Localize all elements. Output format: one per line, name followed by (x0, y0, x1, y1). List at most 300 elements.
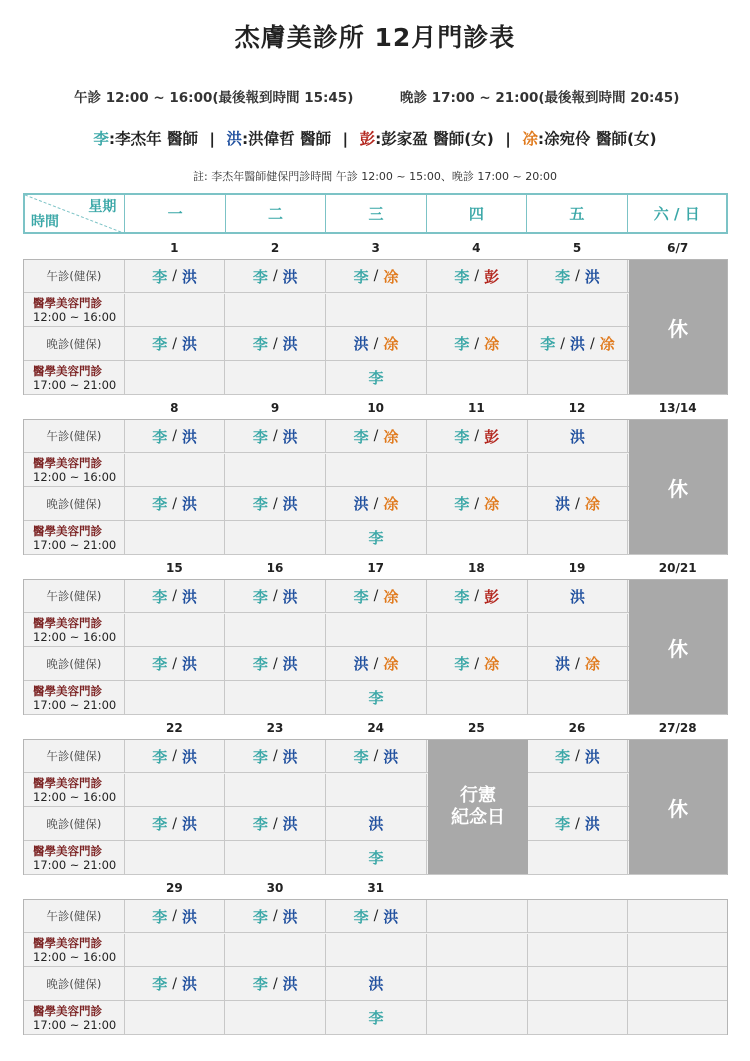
schedule-cell-weekend (628, 900, 727, 933)
beauty-clinic-label: 醫學美容門診 (33, 616, 102, 630)
weekend-closed: 休 (629, 260, 727, 394)
date-label: 9 (270, 401, 280, 415)
row-label: 晚診(健保) (24, 327, 125, 361)
slash-separator: / (575, 495, 580, 512)
row-label (24, 1001, 125, 1035)
date-label: 27/28 (658, 721, 697, 735)
legend-text-tu: :凃宛伶 醫師(女) (537, 130, 657, 148)
beauty-clinic-label: 醫學美容門診 (33, 843, 102, 858)
doctor-code: 李 (152, 747, 168, 766)
doctor-code: 洪 (555, 655, 571, 673)
slash-separator: / (575, 268, 580, 284)
schedule-cell (528, 614, 629, 647)
schedule-cell (528, 260, 629, 293)
slash-separator: / (272, 335, 278, 352)
schedule-cell (528, 774, 629, 807)
holiday-label-line: 紀念日 (451, 807, 505, 828)
schedule-cell (528, 647, 629, 681)
header-weekday-label: 星期 (88, 199, 117, 215)
weekend-closed: 休 (629, 580, 727, 714)
slash-separator: / (373, 428, 379, 444)
date-label (426, 881, 527, 897)
doctor-code: 李 (252, 495, 268, 513)
slash-separator: / (560, 335, 565, 352)
slash-separator: / (474, 268, 480, 284)
beauty-clinic-hours: 17:00 ~ 21:00 (33, 697, 117, 712)
row-label (24, 841, 125, 875)
slash-separator: / (575, 655, 580, 672)
doctor-code: 洪 (282, 747, 298, 766)
doctor-code: 李 (454, 335, 470, 353)
doctor-code: 李 (353, 427, 369, 446)
slash-separator: / (272, 908, 278, 924)
doctor-code: 洪 (282, 975, 298, 993)
doctor-code: 洪 (282, 427, 298, 446)
evening-row (24, 647, 727, 681)
schedule-cell (326, 294, 427, 327)
beauty-clinic-hours: 17:00 ~ 21:00 (33, 377, 117, 392)
schedule-cell (528, 841, 629, 875)
slash-separator: / (172, 655, 177, 672)
doctor-code: 李 (454, 427, 470, 446)
slash-separator: / (272, 975, 278, 992)
doctor-code: 洪 (383, 747, 399, 766)
holiday-label (451, 785, 505, 829)
schedule-cell (528, 681, 629, 715)
row-label (24, 294, 125, 327)
doctor-code: 凃 (599, 335, 615, 353)
doctor-code: 李 (152, 975, 168, 993)
schedule-cell (225, 1001, 326, 1035)
schedule-cell (326, 361, 427, 395)
doctor-code: 李 (152, 587, 168, 606)
doctor-code: 李 (152, 655, 168, 673)
header-day-weekend: 六 / 日 (653, 205, 700, 223)
date-label: 25 (468, 721, 485, 735)
doctor-code: 洪 (181, 655, 197, 673)
schedule-cell (125, 807, 226, 841)
doctor-code: 洪 (282, 335, 298, 353)
doctor-code: 李 (152, 267, 168, 286)
week-dates (124, 241, 728, 257)
schedule-cell (326, 900, 427, 933)
schedule-cell (225, 294, 326, 327)
beauty-clinic-hours: 12:00 ~ 16:00 (33, 790, 117, 804)
doctor-code: 李 (152, 495, 168, 513)
beauty-clinic-label: 醫學美容門診 (33, 776, 102, 790)
row-label (24, 454, 125, 487)
doctor-code: 凃 (484, 495, 500, 513)
doctor-code: 李 (368, 369, 384, 387)
schedule-cell (326, 614, 427, 647)
slash-separator: / (474, 428, 480, 444)
schedule-cell (125, 521, 226, 555)
doctor-code: 凃 (383, 267, 399, 286)
doctor-code: 洪 (181, 975, 197, 993)
slash-separator: / (373, 908, 379, 924)
schedule-cell (125, 294, 226, 327)
schedule-cell (326, 454, 427, 487)
doctor-code: 李 (353, 267, 369, 286)
schedule-cell (528, 521, 629, 555)
beauty-clinic-label: 醫學美容門診 (33, 1003, 102, 1018)
schedule-cell (125, 420, 226, 453)
legend-key-li: 李 (93, 130, 109, 148)
afternoon-hours: 午診 12:00 ~ 16:00(最後報到時間 15:45) (74, 90, 354, 106)
evening-row (24, 487, 727, 521)
schedule-cell (125, 774, 226, 807)
schedule-cell (427, 900, 528, 933)
doctor-code: 彭 (484, 427, 500, 446)
doctor-code: 李 (152, 815, 168, 833)
doctor-code: 彭 (484, 267, 500, 286)
schedule-cell (125, 900, 226, 933)
slash-separator: / (272, 428, 278, 444)
doctor-code: 洪 (569, 335, 585, 353)
schedule-cell (528, 1001, 629, 1035)
date-label: 10 (367, 401, 385, 415)
doctor-code: 李 (252, 655, 268, 673)
doctor-code: 李 (368, 529, 384, 547)
beauty-clinic-hours: 12:00 ~ 16:00 (33, 630, 117, 644)
row-label: 午診(健保) (24, 900, 125, 933)
beauty-clinic-label: 醫學美容門診 (33, 523, 102, 538)
afternoon-row (24, 260, 727, 293)
doctor-code: 李 (252, 427, 268, 446)
holiday-label-line: 行憲 (460, 785, 496, 806)
page-title: 杰膚美診所 12月門診表 (234, 23, 516, 52)
slash-separator: / (373, 495, 379, 512)
schedule-cell (427, 487, 528, 521)
schedule-cell (528, 454, 629, 487)
slash-separator: / (575, 815, 580, 832)
row-label (24, 614, 125, 647)
date-label: 23 (266, 721, 284, 735)
doctor-code: 洪 (282, 655, 298, 673)
legend-separator: | (505, 130, 511, 148)
doctor-code: 洪 (353, 655, 369, 673)
schedule-cell (528, 967, 629, 1001)
schedule-cell (125, 681, 226, 715)
schedule-cell (427, 647, 528, 681)
slash-separator: / (172, 748, 177, 764)
week-grid (23, 579, 728, 715)
slash-separator: / (272, 748, 278, 764)
date-label: 8 (170, 401, 179, 415)
doctor-code: 李 (555, 747, 571, 766)
header-corner (25, 195, 125, 232)
row-label (24, 774, 125, 807)
beauty-afternoon-row (24, 774, 727, 807)
schedule-cell (125, 260, 226, 293)
doctor-code: 李 (368, 689, 384, 707)
doctor-code: 洪 (282, 495, 298, 513)
schedule-cell (225, 841, 326, 875)
week-grid (23, 419, 728, 555)
schedule-cell (225, 454, 326, 487)
schedule-cell (225, 740, 326, 773)
slash-separator: / (272, 268, 278, 284)
schedule-cell (225, 361, 326, 395)
schedule-cell (528, 487, 629, 521)
schedule-cell (225, 580, 326, 613)
schedule-cell (528, 934, 629, 967)
evening-row (24, 327, 727, 361)
slash-separator: / (272, 815, 278, 832)
schedule-cell (528, 294, 629, 327)
schedule-cell (326, 487, 427, 521)
schedule-cell (427, 934, 528, 967)
slash-separator: / (172, 908, 177, 924)
slash-separator: / (589, 335, 595, 352)
doctor-code: 李 (252, 907, 268, 926)
doctor-code: 李 (454, 655, 470, 673)
doctor-code: 洪 (282, 267, 298, 286)
schedule-cell (326, 327, 427, 361)
slash-separator: / (272, 495, 278, 512)
doctor-code: 李 (368, 849, 384, 867)
schedule-cell (125, 967, 226, 1001)
doctor-hours-note: 註: 李杰年醫師健保門診時間 午診 12:00 ~ 15:00、晚診 17:00 ~ 20:00 (193, 170, 557, 183)
date-label: 15 (165, 561, 183, 575)
schedule-cell (427, 521, 528, 555)
beauty-afternoon-row (24, 454, 727, 487)
date-label: 24 (367, 721, 385, 735)
row-label: 午診(健保) (24, 260, 125, 293)
schedule-cell (225, 487, 326, 521)
date-label: 4 (472, 241, 481, 255)
beauty-clinic-label: 醫學美容門診 (33, 456, 102, 470)
schedule-cell (528, 807, 629, 841)
doctor-code: 洪 (584, 747, 600, 766)
row-label: 晚診(健保) (24, 807, 125, 841)
doctor-code: 洪 (353, 335, 369, 353)
date-label: 31 (367, 881, 385, 895)
slash-separator: / (373, 268, 379, 284)
doctor-code: 李 (252, 975, 268, 993)
doctor-code: 李 (353, 907, 369, 926)
date-label: 22 (165, 721, 183, 735)
row-label: 晚診(健保) (24, 487, 125, 521)
slash-separator: / (373, 748, 379, 764)
doctor-code: 洪 (181, 747, 197, 766)
schedule-cell (125, 1001, 226, 1035)
schedule-cell (225, 967, 326, 1001)
date-label: 5 (572, 241, 582, 255)
row-label: 晚診(健保) (24, 647, 125, 681)
slash-separator: / (172, 428, 177, 444)
doctor-code: 凃 (383, 495, 399, 513)
beauty-clinic-hours: 12:00 ~ 16:00 (33, 950, 117, 964)
schedule-cell (427, 967, 528, 1001)
schedule-cell (528, 900, 629, 933)
schedule-cell (326, 260, 427, 293)
schedule-cell (427, 681, 528, 715)
schedule-cell (427, 580, 528, 613)
schedule-cell (528, 580, 629, 613)
weekend-closed: 休 (629, 740, 727, 874)
evening-hours: 晚診 17:00 ~ 21:00(最後報到時間 20:45) (400, 90, 680, 106)
schedule-cell (326, 521, 427, 555)
week-dates (124, 881, 728, 897)
slash-separator: / (272, 588, 278, 604)
schedule-cell (326, 807, 427, 841)
date-label: 20/21 (658, 561, 697, 575)
doctor-code: 凃 (584, 495, 600, 513)
header-time-label: 時間 (31, 214, 59, 230)
doctor-code: 李 (454, 495, 470, 513)
schedule-cell (427, 420, 528, 453)
slash-separator: / (474, 335, 480, 352)
schedule-cell (125, 454, 226, 487)
doctor-code: 洪 (584, 815, 600, 833)
schedule-cell (225, 900, 326, 933)
doctor-code: 李 (555, 267, 571, 286)
schedule-cell (427, 327, 528, 361)
doctor-code: 李 (540, 335, 556, 353)
doctor-code: 洪 (181, 587, 197, 606)
slash-separator: / (172, 975, 177, 992)
schedule-cell (528, 740, 629, 773)
schedule-cell (225, 774, 326, 807)
schedule-cell-weekend (628, 1001, 727, 1035)
schedule-cell (225, 681, 326, 715)
doctor-code: 凃 (484, 335, 500, 353)
schedule-cell (125, 614, 226, 647)
legend-key-peng: 彭 (359, 130, 376, 148)
schedule-cell (326, 420, 427, 453)
week-dates (124, 721, 728, 737)
schedule-cell (125, 487, 226, 521)
week-grid (23, 259, 728, 395)
schedule-cell (125, 647, 226, 681)
schedule-cell (125, 580, 226, 613)
beauty-evening-row (24, 841, 727, 875)
doctor-code: 李 (252, 815, 268, 833)
row-label (24, 361, 125, 395)
doctor-code: 李 (454, 587, 470, 606)
doctor-code: 李 (252, 335, 268, 353)
doctor-code: 洪 (181, 427, 197, 446)
schedule-cell (326, 967, 427, 1001)
row-label (24, 521, 125, 555)
doctor-code: 洪 (368, 815, 384, 833)
schedule-cell (125, 841, 226, 875)
evening-row (24, 967, 727, 1001)
beauty-clinic-label: 醫學美容門診 (33, 683, 102, 698)
slash-separator: / (474, 655, 480, 672)
schedule-cell (125, 740, 226, 773)
date-label: 30 (266, 881, 284, 895)
doctor-code: 李 (152, 335, 168, 353)
doctor-code: 洪 (181, 495, 197, 513)
beauty-clinic-hours: 17:00 ~ 21:00 (33, 1017, 117, 1032)
week-grid (23, 739, 728, 875)
row-label: 午診(健保) (24, 580, 125, 613)
doctor-code: 洪 (584, 267, 600, 286)
header-day-mon: 一 (125, 195, 225, 232)
doctor-code: 洪 (353, 495, 369, 513)
beauty-clinic-label: 醫學美容門診 (33, 363, 102, 378)
header-day-thu: 四 (427, 195, 527, 232)
legend-text-li: :李杰年 醫師 (108, 130, 198, 148)
doctor-code: 洪 (383, 907, 399, 926)
date-label: 11 (468, 401, 485, 415)
schedule-cell (427, 1001, 528, 1035)
row-label (24, 934, 125, 967)
schedule-cell (427, 294, 528, 327)
doctor-code: 彭 (484, 587, 500, 606)
header-day-tue: 二 (226, 195, 326, 232)
beauty-clinic-hours: 17:00 ~ 21:00 (33, 857, 117, 872)
doctor-code: 洪 (282, 907, 298, 926)
legend-key-hong: 洪 (226, 130, 242, 148)
beauty-clinic-label: 醫學美容門診 (33, 936, 102, 950)
schedule-cell-weekend (628, 967, 727, 1001)
schedule-cell (326, 681, 427, 715)
doctor-code: 洪 (181, 907, 197, 926)
schedule-cell (326, 774, 427, 807)
doctor-code: 李 (555, 815, 571, 833)
beauty-clinic-hours: 12:00 ~ 16:00 (33, 470, 117, 484)
schedule-cell (326, 934, 427, 967)
date-label: 1 (170, 241, 179, 255)
date-label (627, 881, 728, 897)
schedule-cell-weekend (628, 934, 727, 967)
schedule-cell (326, 580, 427, 613)
date-label: 2 (270, 241, 280, 255)
doctor-code: 李 (252, 747, 268, 766)
schedule-cell (225, 327, 326, 361)
legend-text-peng: :彭家盈 醫師(女) (375, 130, 494, 148)
slash-separator: / (575, 748, 580, 764)
beauty-evening-row (24, 681, 727, 715)
schedule-cell (125, 934, 226, 967)
schedule-cell (225, 420, 326, 453)
legend-text-hong: :洪偉哲 醫師 (241, 130, 332, 148)
date-label: 6/7 (667, 241, 689, 255)
date-label: 19 (568, 561, 586, 575)
slash-separator: / (373, 588, 379, 604)
doctor-code: 洪 (368, 975, 384, 993)
doctor-code: 凃 (383, 587, 399, 606)
schedule-cell (225, 807, 326, 841)
schedule-cell (528, 420, 629, 453)
schedule-cell (225, 934, 326, 967)
weekend-closed: 休 (629, 420, 727, 554)
week-grid (23, 899, 728, 1035)
schedule-header (23, 193, 728, 234)
afternoon-row (24, 420, 727, 453)
doctor-code: 洪 (181, 335, 197, 353)
schedule-cell (225, 521, 326, 555)
afternoon-row (24, 900, 727, 933)
slash-separator: / (172, 495, 177, 512)
date-label: 16 (266, 561, 284, 575)
schedule-cell (125, 361, 226, 395)
evening-row (24, 807, 727, 841)
beauty-evening-row (24, 521, 727, 555)
week-dates (124, 401, 728, 417)
date-label: 18 (468, 561, 485, 575)
slash-separator: / (172, 815, 177, 832)
afternoon-row (24, 580, 727, 613)
schedule-cell (326, 647, 427, 681)
row-label: 晚診(健保) (24, 967, 125, 1001)
date-label: 17 (367, 561, 385, 575)
holiday-closed (428, 740, 528, 874)
beauty-clinic-hours: 12:00 ~ 16:00 (33, 310, 117, 324)
